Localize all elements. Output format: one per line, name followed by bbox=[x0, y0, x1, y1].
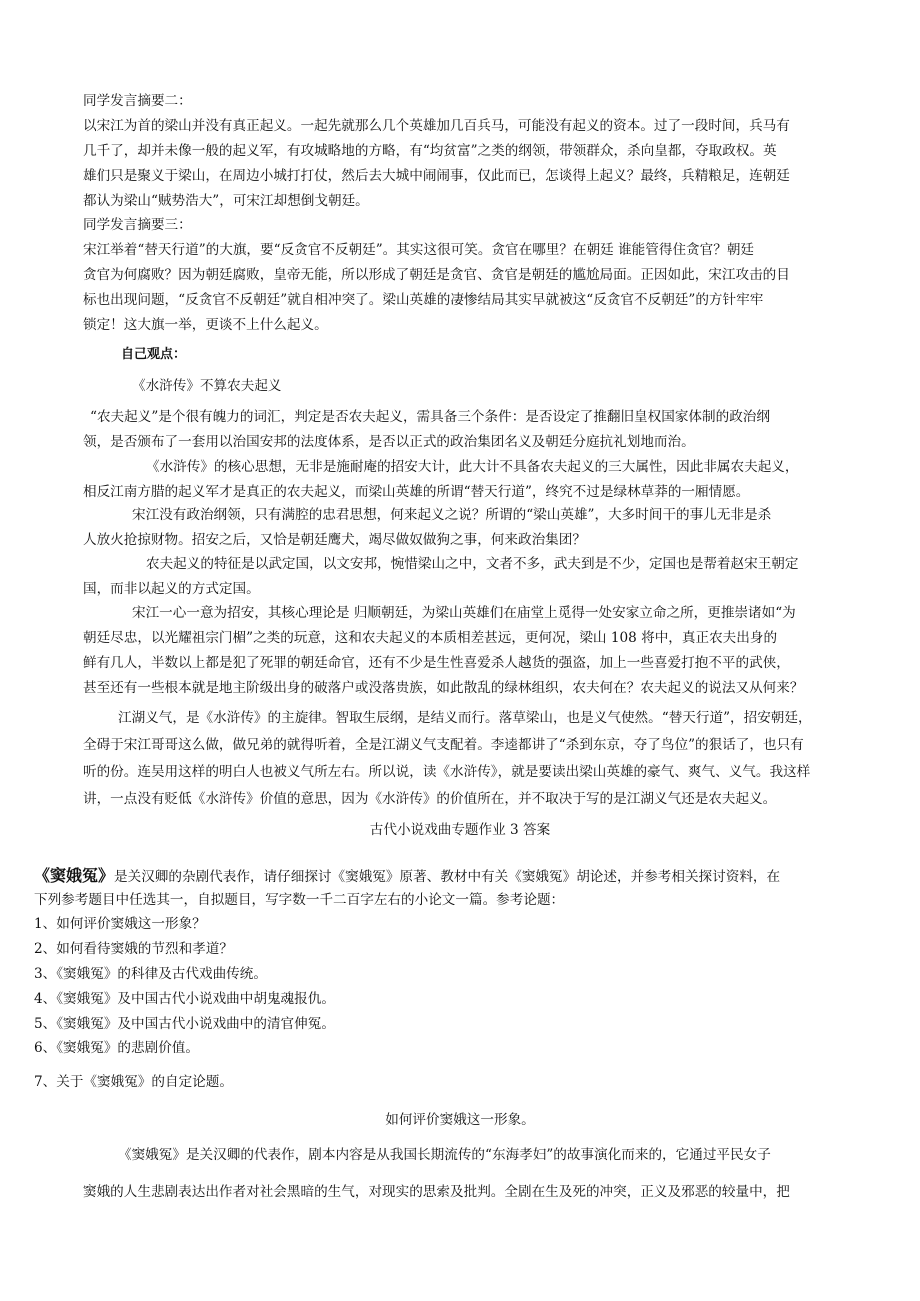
section2-line: 以宋江为首的梁山并没有真正起义。一起先就那么几个英雄加几百兵马，可能没有起义的资本。过了一段时间，兵马有 bbox=[83, 118, 790, 134]
para3-line: 人放火抢掠财物。招安之后，又恰是朝廷鹰犬，竭尽做奴做狗之事，何来政治集团？ bbox=[83, 532, 586, 548]
para2-line: 相反江南方腊的起义军才是真正的农夫起义，而梁山英雄的所谓“替天行道”，终究不过是绿林草莽的一厢情愿。 bbox=[83, 484, 750, 500]
topic-item: 5、《窦娥冤》及中国古代小说戏曲中的清官伸冤。 bbox=[34, 1016, 335, 1032]
own-view-title: 《水浒传》不算农夫起义 bbox=[132, 378, 282, 394]
para4-line: 农夫起义的特征是以武定国，以文安邦，惋惜梁山之中，文者不多，武夫到是不少，定国也是帮着赵宋王朝定 bbox=[146, 556, 799, 572]
hw3-title: 古代小说戏曲专题作业 3 答案 bbox=[369, 822, 551, 838]
topic-item: 4、《窦娥冤》及中国古代小说戏曲中胡鬼魂报仇。 bbox=[34, 991, 335, 1007]
para3-line: 宋江没有政治纲领，只有满腔的忠君思想，何来起义之说？所谓的“梁山英雄”，大多时间干的事儿无非是杀 bbox=[132, 507, 772, 523]
para6-line: 听的份。连吴用这样的明白人也被义气所左右。所以说，读《水浒传》，就是要读出梁山英雄的豪气、爽气、义气。我这样 bbox=[83, 764, 811, 780]
hw3-intro bbox=[34, 863, 780, 890]
para5-line: 宋江一心一意为招安，其核心理论是 归顺朝廷，为梁山英雄们在庙堂上觅得一处安家立命之所，更推崇诸如“为 bbox=[132, 605, 796, 621]
hw3-intro-rest: 是关汉卿的杂剧代表作，请仔细探讨《窦娥冤》原著、教材中有关《窦娥冤》胡论述，并参考相关探讨资料，在 bbox=[114, 869, 781, 885]
section2-line: 雄们只是聚义于梁山，在周边小城打打仗，然后去大城中闹闹事，仅此而已，怎谈得上起义？最终，兵精粮足，连朝廷 bbox=[83, 168, 790, 184]
hw3-intro-line2: 下列参考题目中任选其一，自拟题目，写字数一千二百字左右的小论文一篇。参考论题： bbox=[34, 892, 565, 908]
essay-line: 窦娥的人生悲剧表达出作者对社会黑暗的生气，对现实的思索及批判。全剧在生及死的冲突，正义及邪恶的较量中，把 bbox=[83, 1184, 790, 1200]
para4-line: 国，而非以起义的方式定国。 bbox=[83, 581, 260, 597]
section3-heading: 同学发言摘要三： bbox=[83, 217, 192, 233]
essay-title: 如何评价窦娥这一形象。 bbox=[385, 1112, 535, 1128]
topic-item: 6、《窦娥冤》的悲剧价值。 bbox=[34, 1040, 199, 1056]
para6-line: 讲，一点没有贬低《水浒传》价值的意思，因为《水浒传》的价值所在，并不取决于写的是江湖义气还是农夫起义。 bbox=[83, 791, 777, 807]
para6-line: 全碍于宋江哥哥这么做，做兄弟的就得听着，全是江湖义气支配着。李逵都讲了“杀到东京，夺了鸟位”的狠话了，也只有 bbox=[83, 737, 804, 753]
topic-item: 1、如何评价窦娥这一形象？ bbox=[34, 916, 206, 932]
section3-line: 宋江举着“替天行道”的大旗，要“反贪官不反朝廷”。其实这很可笑。贪官在哪里？在朝廷 谁能管得住贪官？朝廷 bbox=[83, 242, 755, 258]
para5-line: 鲜有几人，半数以上都是犯了死罪的朝廷命官，还有不少是生性喜爱杀人越货的强盗，加上一些喜爱打抱不平的武侠， bbox=[83, 655, 790, 671]
essay-line: 《窦娥冤》是关汉卿的代表作，剧本内容是从我国长期流传的“东海孝妇”的故事演化而来的，它通过平民女子 bbox=[118, 1147, 771, 1163]
para1-line: 领，是否颁布了一套用以治国安邦的法度体系，是否以正式的政治集团名义及朝廷分庭抗礼划地而治。 bbox=[83, 434, 695, 450]
section2-line: 几千了，却并未像一般的起义军，有攻城略地的方略，有“均贫富”之类的纲领，带领群众，杀向皇都，夺取政权。英 bbox=[83, 143, 777, 159]
hw3-intro-bold: 《窦娥冤》 bbox=[34, 866, 115, 885]
section3-line: 锁定！这大旗一举，更谈不上什么起义。 bbox=[83, 317, 328, 333]
para2-line: 《水浒传》的核心思想，无非是施耐庵的招安大计，此大计不具备农夫起义的三大属性，因此非属农夫起义， bbox=[146, 459, 799, 475]
para1-line: “农夫起义”是个很有魄力的词汇，判定是否农夫起义，需具备三个条件：是否设定了推翻旧皇权国家体制的政治纲 bbox=[90, 409, 770, 425]
own-view-label: 自己观点： bbox=[121, 347, 187, 362]
section3-line: 标也出现问题，“反贪官不反朝廷”就自相冲突了。梁山英雄的凄惨结局其实早就被这“反贪官不反朝廷”的方针牢牢 bbox=[83, 292, 764, 308]
para5-line: 甚至还有一些根本就是地主阶级出身的破落户或没落贵族，如此散乱的绿林组织，农夫何在？农夫起义的说法又从何来？ bbox=[83, 680, 804, 696]
para6-line: 江湖义气，是《水浒传》的主旋律。智取生辰纲，是结义而行。落草梁山，也是义气使然。“替天行道”，招安朝廷， bbox=[118, 710, 812, 726]
section2-heading: 同学发言摘要二： bbox=[83, 93, 192, 109]
topic-item: 2、如何看待窦娥的节烈和孝道？ bbox=[34, 941, 233, 957]
section3-line: 贪官为何腐败？因为朝廷腐败，皇帝无能，所以形成了朝廷是贪官、贪官是朝廷的尴尬局面。正因如此，宋江攻击的目 bbox=[83, 267, 790, 283]
para5-line: 朝廷尽忠，以光耀祖宗门楣”之类的玩意，这和农夫起义的本质相差甚远，更何况，梁山 108 将中，真正农夫出身的 bbox=[83, 630, 778, 646]
topic-item: 3、《窦娥冤》的科律及古代戏曲传统。 bbox=[34, 966, 267, 982]
topic-item: 7、关于《窦娥冤》的自定论题。 bbox=[34, 1074, 233, 1090]
section2-line: 都认为梁山“贼势浩大”，可宋江却想倒戈朝廷。 bbox=[83, 193, 369, 209]
